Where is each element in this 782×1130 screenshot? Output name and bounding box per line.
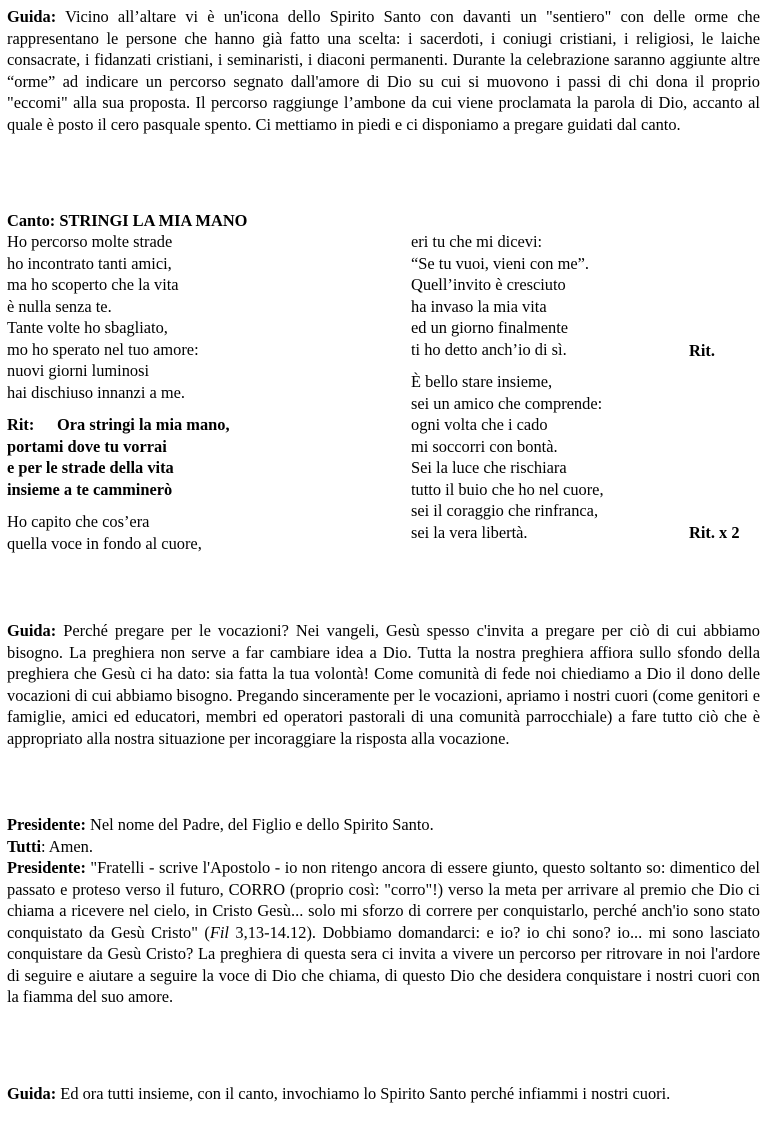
presidente-label: Presidente: — [7, 815, 86, 834]
presidente-reflection: 3,13-14.12). Dobbiamo domandarci: e io? io chi sono? io... mi sono lasciato conquistare da Gesù Cristo? La preghiera di questa sera ci invita a vivere un percorso per ritrovare in noi l'ardore di seguire e aiutare a seguire la voce di Dio che chiama, di questo Dio che desidera conquistare i nostri cuori con la fiamma del suo amore. — [7, 922, 760, 1006]
refrain-label: Rit: — [7, 415, 35, 434]
verse-line: È bello stare insieme, — [411, 372, 553, 391]
verse-line: ogni volta che i cado — [411, 415, 548, 434]
refrain — [7, 414, 387, 500]
verse-line: mi soccorri con bontà. — [411, 436, 558, 456]
verse-line: ho incontrato tanti amici, — [7, 253, 172, 273]
verse-line: Tante volte ho sbagliato, — [7, 318, 168, 337]
refrain-line — [7, 414, 387, 436]
verse-line: ti ho detto anch’io di sì. — [411, 339, 567, 359]
verse-line: sei la vera libertà. — [411, 522, 528, 542]
guida-text: Perché pregare per le vocazioni? Nei vangeli, Gesù spesso c'invita a pregare per ciò di cui abbiamo bisogno. La preghiera non serve a far cambiare idea a Dio. Tutta la nostra preghiera affiora sullo sfondo della preghiera che Gesù ci ha dato: sia fatta la tua volontà! Come comunità di fede noi chiediamo a Dio il dono delle vocazioni di cui abbiamo bisogno. Pregando sinceramente per le vocazioni, apriamo i nostri cuori (come genitori e famiglie, amici ed educatori, membri ed operatori pastorali di una comunità parrocchiale) a fare tutto ciò che è appropriato alla nostra situazione per incoraggiare la risposta alla vocazione. — [7, 621, 760, 748]
guida-paragraph-3 — [7, 1083, 760, 1105]
tutti-text: : Amen. — [41, 836, 93, 856]
verse-2-start — [7, 511, 387, 554]
refrain-line: e per le strade della vita — [7, 458, 174, 477]
verse-line: ed un giorno finalmente — [411, 318, 569, 337]
verse-line: è nulla senza te. — [7, 296, 112, 316]
presidente-quote: "Fratelli - scrive l'Apostolo - io non ritengo ancora di essere giunto, questo soltanto so: dimentico del passato e proteso verso il futuro, CORRO (proprio così: "corro"!) verso la meta per arrivare al premio che Dio ci chiama a ricevere nel cielo, in Cristo Gesù... solo mi sforzo di correre per conquistarlo, perché anch'io sono stato conquistato da Gesù Cristo" ( — [7, 858, 760, 942]
refrain-text: Ora stringi la mia mano, — [57, 415, 230, 434]
guida-paragraph-2 — [7, 620, 760, 749]
intro-text: Vicino all’altare vi è un'icona dello Spirito Santo con davanti un "sentiero" con delle orme che rappresentano le persone che hanno già fatto una scelta: i sacerdoti, i coniugi cristiani, i religiosi, le laiche consacrate, i fidanzati cristiani, i seminaristi, i diaconi permanenti. Durante la celebrazione saranno aggiunte altre “orme” ad indicare un percorso segnato dall'amore di Dio su cui si muovono i passi di chi dona il proprio "eccomi" alla sua proposta. Il percorso raggiunge l’ambone da cui viene proclamata la parola di Dio, accanto al quale è posto il cero pasquale spento. Ci mettiamo in piedi e ci disponiamo a pregare guidati dal canto. — [7, 7, 760, 134]
verse-line: ma ho scoperto che la vita — [7, 275, 179, 294]
verse-3 — [411, 371, 760, 543]
tutti-label: Tutti — [7, 836, 42, 856]
refrain-line: portami dove tu vorrai — [7, 436, 167, 456]
song-title-text: Canto: STRINGI LA MIA MANO — [7, 211, 248, 230]
verse-line: “Se tu vuoi, vieni con me”. — [411, 253, 589, 273]
refrain-line: insieme a te camminerò — [7, 479, 173, 499]
verse-line: sei un amico che comprende: — [411, 393, 603, 413]
verse-line: tutto il buio che ho nel cuore, — [411, 479, 604, 499]
verse-1 — [7, 231, 387, 403]
refrain-marker: Rit. — [689, 341, 715, 360]
presidente-label: Presidente: — [7, 858, 86, 877]
song-left-column — [7, 231, 387, 554]
guida-label: Guida: — [7, 621, 57, 640]
song-right-column — [411, 231, 760, 543]
verse-line: ha invaso la mia vita — [411, 296, 547, 316]
verse-line: eri tu che mi dicevi: — [411, 232, 543, 251]
guida-label: Guida: — [7, 1084, 57, 1103]
verse-line: Ho capito che cos’era — [7, 512, 150, 531]
verse-line: Ho percorso molte strade — [7, 232, 173, 251]
tutti-line — [7, 836, 760, 858]
guida-text: Ed ora tutti insieme, con il canto, invochiamo lo Spirito Santo perché infiammi i nostri cuori. — [56, 1084, 671, 1103]
verse-line: nuovi giorni luminosi — [7, 361, 150, 380]
song-title — [7, 210, 760, 232]
refrain-marker-x2: Rit. x 2 — [689, 523, 740, 542]
bible-reference: Fil — [209, 922, 229, 942]
presidente-section — [7, 814, 760, 1008]
presidente-text: Nel nome del Padre, del Figlio e dello Spirito Santo. — [85, 815, 434, 834]
guida-label: Guida: — [7, 7, 57, 26]
verse-line: hai dischiuso innanzi a me. — [7, 382, 185, 402]
verse-line: sei il coraggio che rinfranca, — [411, 501, 599, 520]
presidente-line-1 — [7, 814, 760, 836]
verse-line: Quell’invito è cresciuto — [411, 275, 566, 294]
verse-line: mo ho sperato nel tuo amore: — [7, 339, 199, 359]
presidente-line-2 — [7, 857, 760, 1008]
intro-paragraph — [7, 6, 760, 135]
verse-line: Sei la luce che rischiara — [411, 458, 567, 477]
verse-line: quella voce in fondo al cuore, — [7, 533, 202, 553]
